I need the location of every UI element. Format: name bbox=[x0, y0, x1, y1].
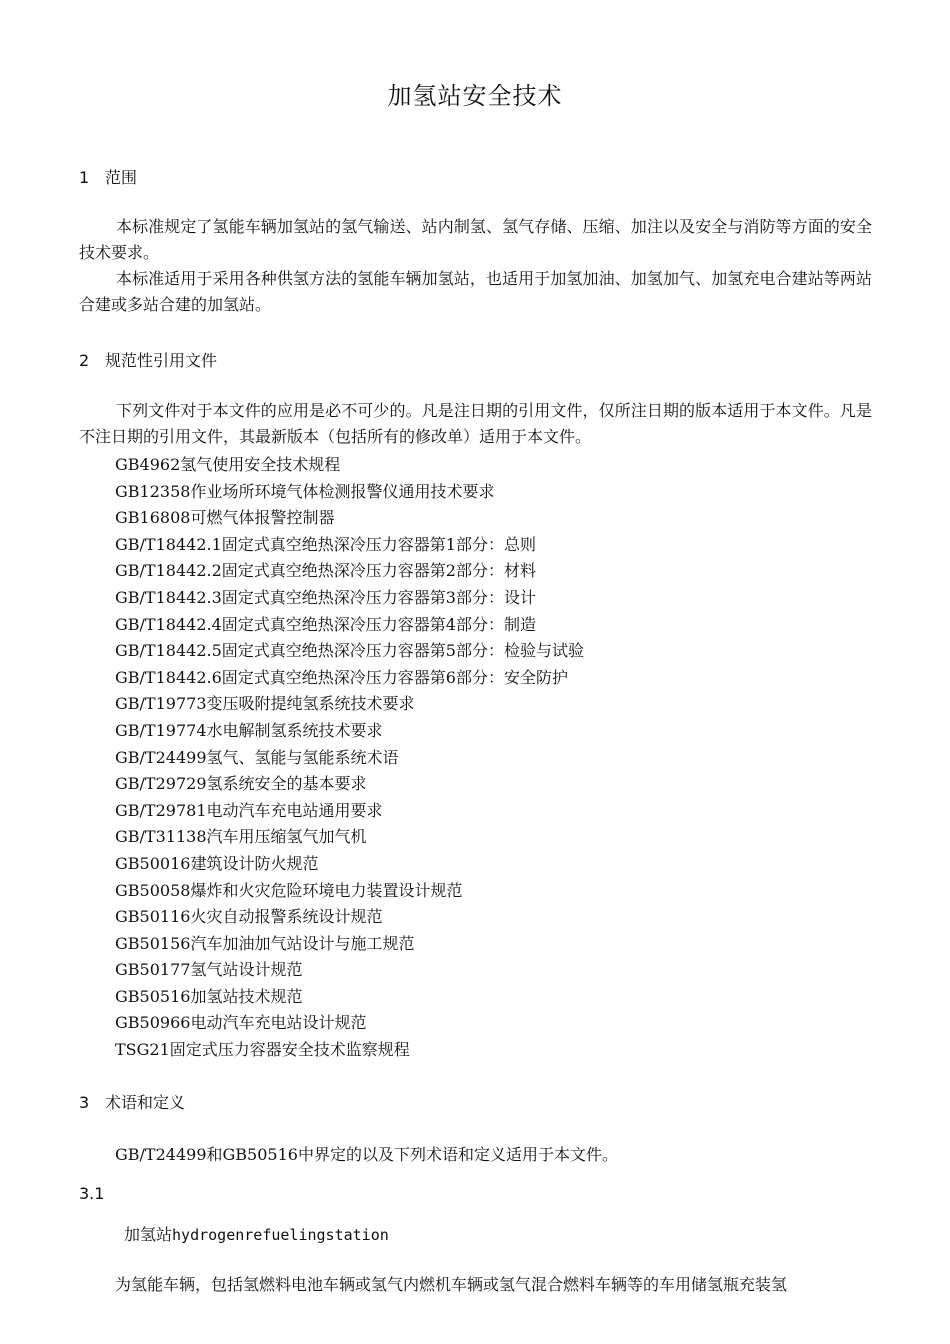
reference-item: GB/T18442.3固定式真空绝热深冷压力容器第3部分：设计 bbox=[115, 587, 536, 607]
term-definition: 为氢能车辆，包括氢燃料电池车辆或氢气内燃机车辆或氢气混合燃料车辆等的车用储氢瓶充装氢 bbox=[115, 1275, 788, 1294]
reference-item: GB/T29729氢系统安全的基本要求 bbox=[115, 774, 367, 794]
reference-item: GB/T29781电动汽车充电站通用要求 bbox=[115, 800, 383, 820]
reference-item: GB/T19773变压吸附提纯氢系统技术要求 bbox=[115, 694, 415, 714]
document-title: 加氢站安全技术 bbox=[387, 82, 563, 110]
reference-item: GB/T31138汽车用压缩氢气加气机 bbox=[115, 827, 367, 847]
section-1-title: 范围 bbox=[105, 168, 138, 187]
reference-item: GB50016建筑设计防火规范 bbox=[115, 853, 319, 873]
reference-item: GB/T24499氢气、氢能与氢能系统术语 bbox=[115, 747, 399, 767]
references-intro: 下列文件对于本文件的应用是必不可少的。凡是注日期的引用文件，仅所注日期的版本适用于本文件。凡是不注日期的引用文件，其最新版本（包括所有的修改单）适用于本文件。 bbox=[79, 401, 872, 446]
reference-item: GB/T18442.1固定式真空绝热深冷压力容器第1部分：总则 bbox=[115, 534, 536, 554]
reference-item: GB50516加氢站技术规范 bbox=[115, 986, 303, 1006]
reference-item: GB12358作业场所环境气体检测报警仪通用技术要求 bbox=[115, 481, 495, 501]
reference-item: GB/T18442.2固定式真空绝热深冷压力容器第2部分：材料 bbox=[115, 561, 536, 581]
reference-item: TSG21固定式压力容器安全技术监察规程 bbox=[115, 1040, 410, 1060]
section-1-number: 1 bbox=[79, 168, 90, 187]
reference-item: GB/T18442.5固定式真空绝热深冷压力容器第5部分：检验与试验 bbox=[115, 641, 584, 661]
reference-item: GB16808可燃气体报警控制器 bbox=[115, 508, 335, 528]
scope-paragraph-1: 本标准规定了氢能车辆加氢站的氢气输送、站内制氢、氢气存储、压缩、加注以及安全与消防等方面的安全技术要求。 bbox=[79, 217, 872, 262]
section-1-heading bbox=[79, 165, 137, 188]
reference-item: GB50156汽车加油加气站设计与施工规范 bbox=[115, 933, 415, 953]
reference-item: GB50116火灾自动报警系统设计规范 bbox=[115, 907, 383, 927]
reference-item: GB/T18442.4固定式真空绝热深冷压力容器第4部分：制造 bbox=[115, 614, 536, 634]
reference-item: GB50177氢气站设计规范 bbox=[115, 960, 303, 980]
clause-number: 3.1 bbox=[79, 1184, 105, 1203]
section-2-number: 2 bbox=[79, 351, 90, 370]
section-3-number: 3 bbox=[79, 1093, 90, 1112]
reference-item: GB/T19774水电解制氢系统技术要求 bbox=[115, 720, 383, 740]
section-2-heading bbox=[79, 348, 217, 371]
reference-item: GB4962氢气使用安全技术规程 bbox=[115, 455, 341, 474]
scope-paragraph-2: 本标准适用于采用各种供氢方法的氢能车辆加氢站，也适用于加氢加油、加氢加气、加氢充电合建站等两站合建或多站合建的加氢站。 bbox=[79, 269, 872, 314]
reference-item: GB/T18442.6固定式真空绝热深冷压力容器第6部分：安全防护 bbox=[115, 667, 568, 687]
term-english: hydrogenrefuelingstation bbox=[172, 1226, 389, 1244]
terms-intro: GB/T24499和GB50516中界定的以及下列术语和定义适用于本文件。 bbox=[115, 1145, 618, 1164]
section-2-title: 规范性引用文件 bbox=[105, 351, 218, 370]
section-3-title: 术语和定义 bbox=[105, 1093, 186, 1112]
reference-item: GB50058爆炸和火灾危险环境电力装置设计规范 bbox=[115, 880, 463, 900]
reference-item: GB50966电动汽车充电站设计规范 bbox=[115, 1013, 367, 1033]
section-3-heading bbox=[79, 1090, 185, 1113]
reference-list bbox=[115, 452, 584, 1064]
term-heading bbox=[124, 1222, 389, 1245]
term-chinese: 加氢站 bbox=[124, 1225, 173, 1244]
